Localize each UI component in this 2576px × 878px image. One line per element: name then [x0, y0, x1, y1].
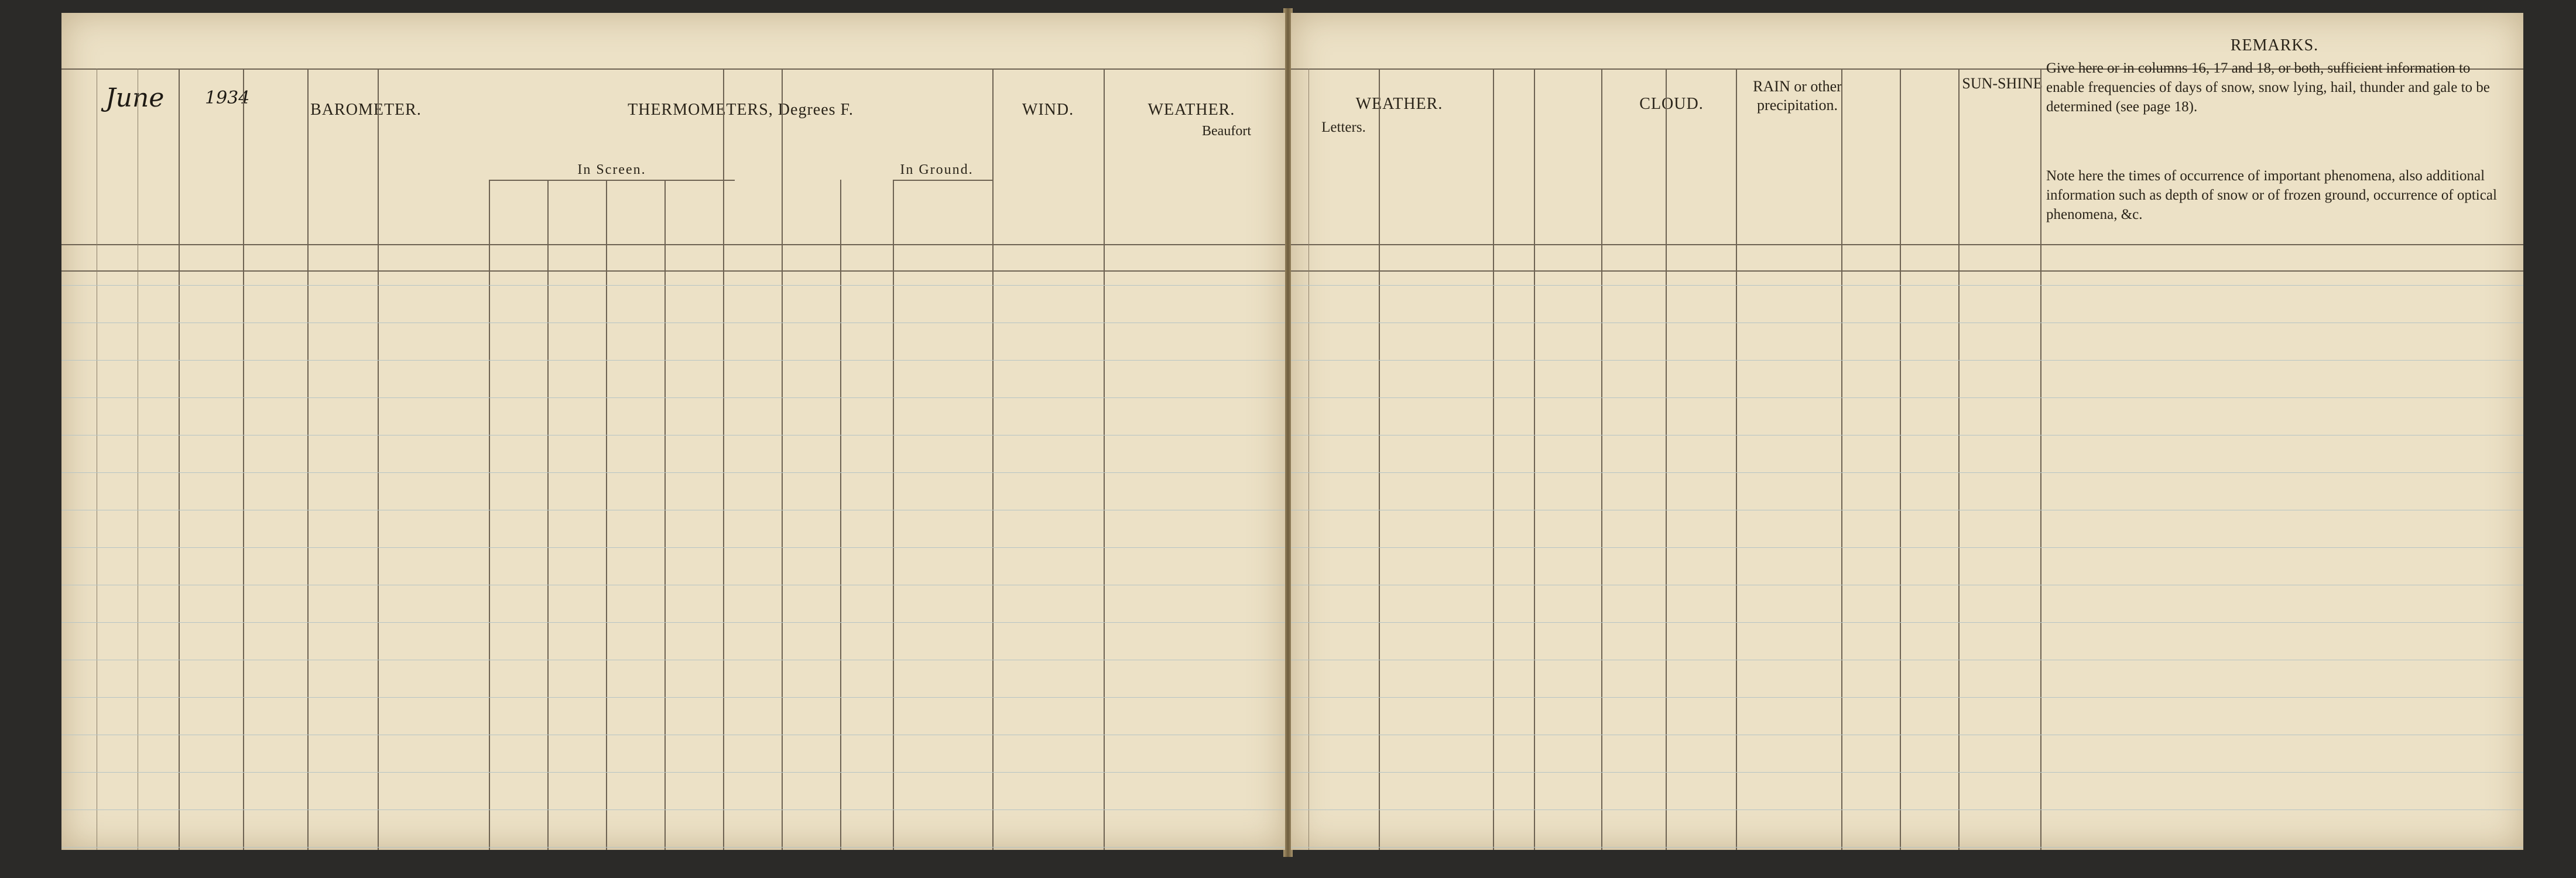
column-divider: [1736, 68, 1737, 850]
month-label: June: [105, 83, 165, 113]
column-divider: [1666, 68, 1667, 850]
year-label: 1934: [205, 88, 250, 108]
in-screen-label: In Screen.: [577, 162, 646, 177]
column-divider: [2040, 68, 2041, 850]
column-label-2: [101, 159, 133, 241]
in-screen-rule: [489, 180, 735, 181]
ruled-line: [61, 360, 1285, 361]
ruled-line: [61, 622, 1285, 623]
column-divider: [1900, 68, 1901, 850]
column-divider: [1601, 68, 1602, 850]
ruled-line: [1291, 547, 2523, 548]
ruled-line: [1291, 622, 2523, 623]
weather-header: WEATHER.: [1147, 101, 1235, 119]
column-divider: [1841, 68, 1842, 850]
column-divider: [992, 68, 994, 850]
header-bottom-rule: [1291, 244, 2523, 245]
right-page: [1291, 13, 2523, 850]
ruled-line: [61, 697, 1285, 698]
column-divider: [1308, 68, 1309, 850]
column-divider: [1104, 68, 1105, 850]
rain-header: RAIN or other precipitation.: [1753, 78, 1842, 114]
weather-letters-header: WEATHER.: [1355, 95, 1443, 113]
sunshine-header: SUN-SHINE: [1962, 75, 2043, 92]
column-label-1: [66, 159, 92, 241]
column-divider: [782, 68, 783, 850]
column-label-3: [142, 159, 174, 241]
ruled-line: [61, 547, 1285, 548]
remarks-note: Note here the times of occurrence of important phenomena, also additional information such as depth of snow or of frozen ground, occurrence of optical phenomena, &c.: [2046, 168, 2497, 222]
column-divider: [893, 180, 894, 850]
column-divider: [664, 180, 666, 850]
visibility-letter-code: [1516, 95, 1534, 212]
cloud-header: CLOUD.: [1639, 95, 1704, 113]
remarks-header: REMARKS.: [2230, 36, 2319, 54]
column-divider: [307, 68, 309, 850]
column-number-rule: [61, 270, 1285, 272]
ruled-line: [1291, 847, 2523, 848]
remarks-instructions: Give here or in columns 16, 17 and 18, or both, sufficient information to enable frequencies of days of snow, snow lying, hail, thunder and gale to be determined (see page 18).: [2046, 60, 2490, 115]
column-divider: [489, 180, 490, 850]
ruled-line: [1291, 772, 2523, 773]
header-bottom-rule: [61, 244, 1285, 245]
barometer-header: BAROMETER.: [310, 101, 422, 119]
column-divider: [840, 180, 841, 850]
thermometers-header: THERMOMETERS, Degrees F.: [628, 101, 854, 119]
wind-header: WIND.: [1022, 101, 1074, 119]
ruled-line: [61, 772, 1285, 773]
ruled-line: [61, 285, 1285, 286]
column-divider: [243, 68, 244, 850]
column-divider: [1534, 68, 1535, 850]
ruled-line: [1291, 285, 2523, 286]
ruled-line: [1291, 697, 2523, 698]
column-divider: [378, 68, 379, 850]
column-divider: [1493, 68, 1494, 850]
column-divider: [723, 68, 724, 850]
letters-label: Letters.: [1321, 119, 1366, 135]
column-divider: [547, 180, 549, 850]
ruled-line: [61, 472, 1285, 473]
column-divider: [606, 180, 607, 850]
column-divider: [1958, 68, 1960, 850]
beaufort-label: Beaufort: [1202, 124, 1251, 139]
in-ground-label: In Ground.: [900, 162, 974, 177]
ruled-line: [1291, 397, 2523, 398]
header-rule: [61, 68, 1285, 70]
ruled-line: [1291, 472, 2523, 473]
ruled-line: [61, 847, 1285, 848]
state-of-ground-label: [1906, 77, 1952, 212]
column-divider: [179, 68, 180, 850]
ruled-line: [61, 397, 1285, 398]
ruled-line: [1291, 360, 2523, 361]
column-divider: [1379, 68, 1380, 850]
left-page: [61, 13, 1285, 850]
in-ground-rule: [893, 180, 992, 181]
column-number-rule: [1291, 270, 2523, 272]
